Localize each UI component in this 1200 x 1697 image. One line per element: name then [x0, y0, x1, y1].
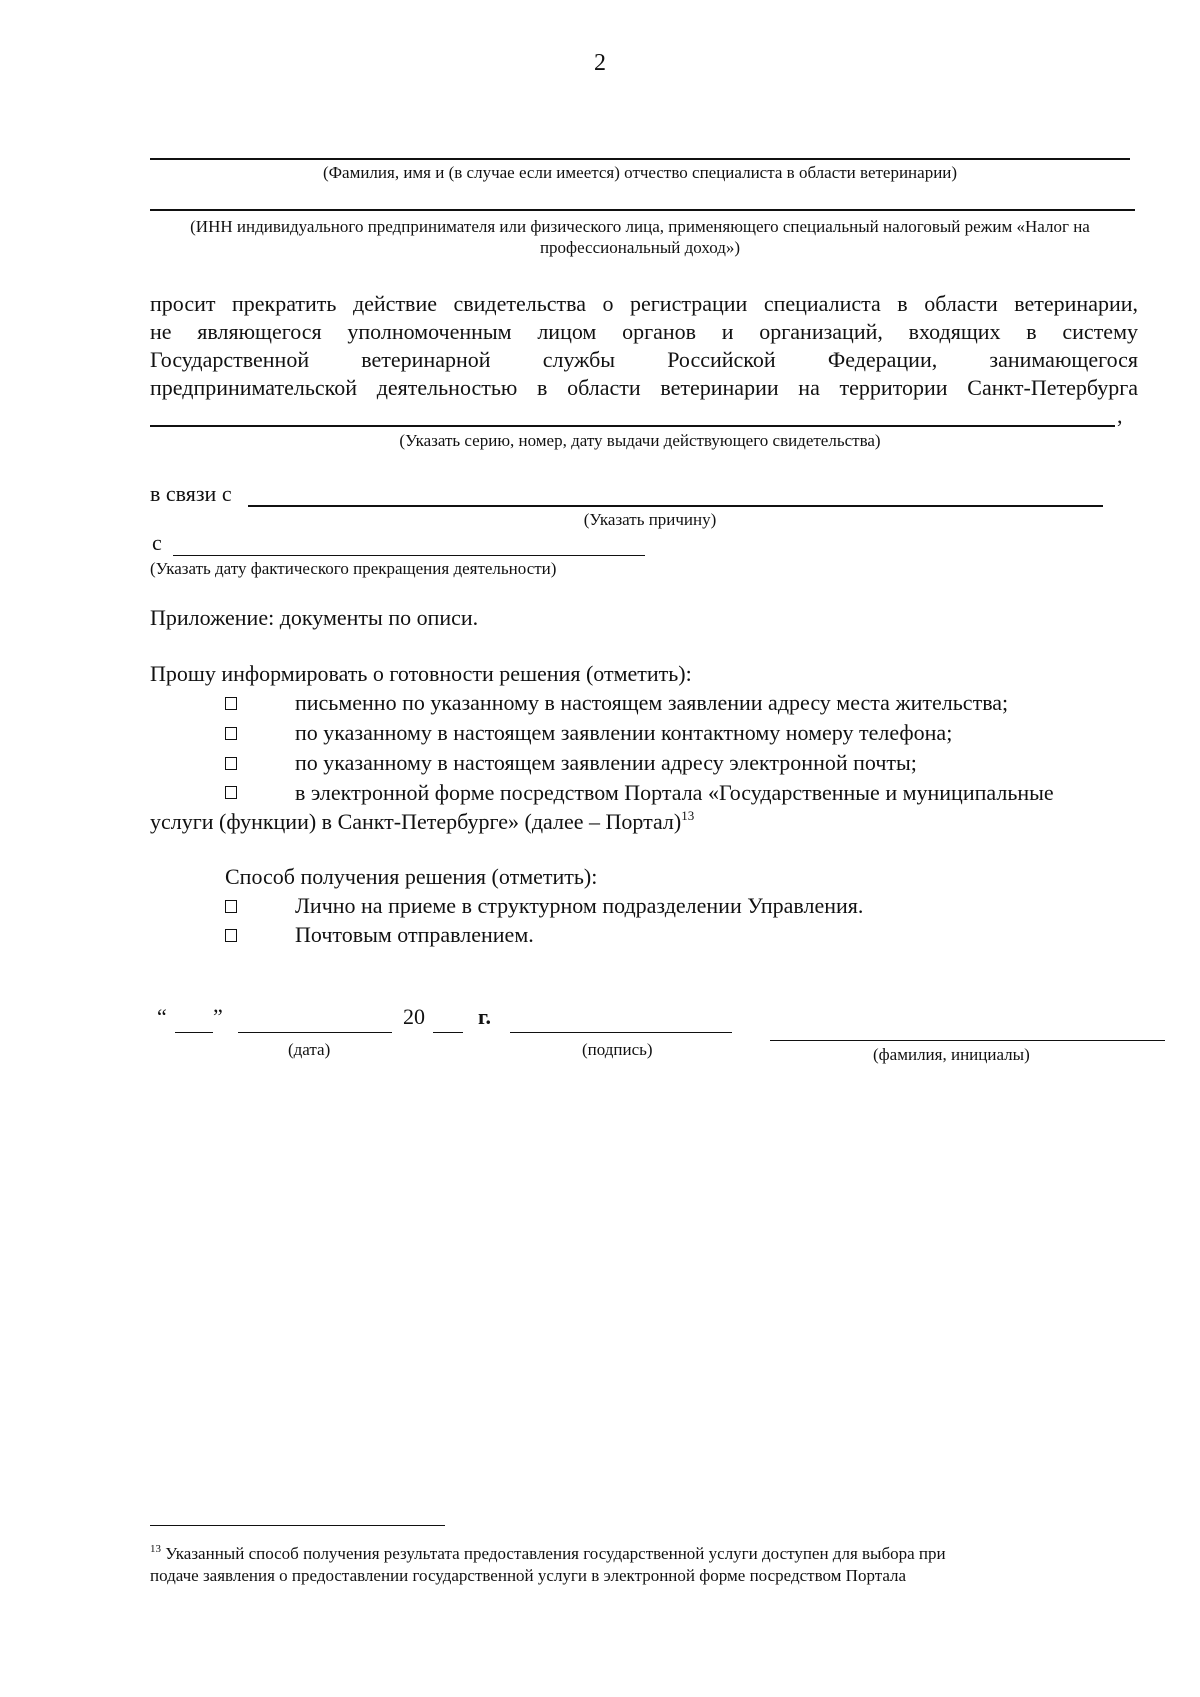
certificate-comma: ,	[1117, 403, 1123, 428]
certificate-field-line[interactable]	[150, 425, 1115, 427]
receive-option-1-checkbox[interactable]	[225, 900, 237, 918]
reason-field-line[interactable]	[248, 505, 1103, 507]
year-prefix: 20	[403, 1004, 425, 1029]
inn-field-line[interactable]	[150, 209, 1135, 211]
fio-caption: (Фамилия, имя и (в случае если имеется) отчество специалиста в области ветеринарии)	[322, 163, 958, 182]
year-suffix: г.	[478, 1004, 492, 1029]
footnote-reference: 13	[681, 808, 695, 823]
inform-option-2-label: по указанному в настоящем заявлении контактному номеру телефона;	[295, 720, 953, 745]
date-close-quote: ”	[213, 1004, 223, 1029]
day-field-line[interactable]	[175, 1032, 213, 1033]
page-number: 2	[594, 50, 606, 76]
year-field-line[interactable]	[433, 1032, 463, 1033]
month-field-line[interactable]	[238, 1032, 392, 1033]
date-prefix: с	[152, 530, 162, 555]
termination-date-field-line[interactable]	[173, 555, 645, 556]
inform-option-3-checkbox[interactable]	[225, 757, 237, 775]
date-caption: (дата)	[288, 1040, 331, 1059]
inn-caption: (ИНН индивидуального предпринимателя или физического лица, применяющего специальный налоговый режим «Налог на профессиональный доход»)	[190, 217, 1090, 257]
certificate-caption: (Указать серию, номер, дату выдачи действующего свидетельства)	[399, 431, 881, 450]
inform-option-1-checkbox[interactable]	[225, 697, 237, 715]
footnote-separator	[150, 1525, 445, 1526]
request-line-1: просит прекратить действие свидетельства о регистрации специалиста в области ветеринарии,	[150, 291, 1138, 316]
receive-option-2-checkbox[interactable]	[225, 929, 237, 947]
signature-field-line[interactable]	[510, 1032, 732, 1033]
signature-caption: (подпись)	[582, 1040, 653, 1059]
receive-option-2-label: Почтовым отправлением.	[295, 922, 534, 947]
date-open-quote: “	[157, 1004, 167, 1029]
request-line-4: предпринимательской деятельностью в области ветеринарии на территории Санкт-Петербурга	[150, 375, 1138, 400]
reason-prefix: в связи с	[150, 481, 232, 506]
inform-option-4-label-cont: услуги (функции) в Санкт-Петербурге» (далее – Портал)$^{13}$	[150, 808, 695, 834]
fio-field-line[interactable]	[150, 158, 1130, 160]
inform-option-2-checkbox[interactable]	[225, 727, 237, 745]
name-field-line[interactable]	[770, 1040, 1165, 1041]
inform-heading: Прошу информировать о готовности решения (отметить):	[150, 661, 692, 686]
footnote-line-1: $^{13}$ Указанный способ получения результата предоставления государственной услуги доступен для выбора при	[150, 1543, 946, 1563]
receive-option-1-label: Лично на приеме в структурном подразделении Управления.	[295, 893, 864, 918]
attachment-text: Приложение: документы по описи.	[150, 605, 479, 630]
footnote-line-2: подаче заявления о предоставлении государственной услуги в электронной форме посредством Портала	[150, 1566, 907, 1585]
receive-heading: Способ получения решения (отметить):	[225, 864, 598, 889]
name-caption: (фамилия, инициалы)	[873, 1045, 1030, 1064]
reason-caption: (Указать причину)	[583, 510, 717, 529]
inform-option-4-label: в электронной форме посредством Портала «Государственные и муниципальные	[295, 780, 1054, 805]
inform-option-4-checkbox[interactable]	[225, 786, 237, 804]
termination-date-caption: (Указать дату фактического прекращения деятельности)	[150, 559, 557, 578]
inform-option-1-label: письменно по указанному в настоящем заявлении адресу места жительства;	[295, 690, 1009, 715]
request-line-2: не являющегося уполномоченным лицом органов и организаций, входящих в систему	[150, 319, 1138, 344]
request-line-3: Государственной ветеринарной службы Российской Федерации, занимающегося	[150, 347, 1138, 372]
inform-option-3-label: по указанному в настоящем заявлении адресу электронной почты;	[295, 750, 917, 775]
